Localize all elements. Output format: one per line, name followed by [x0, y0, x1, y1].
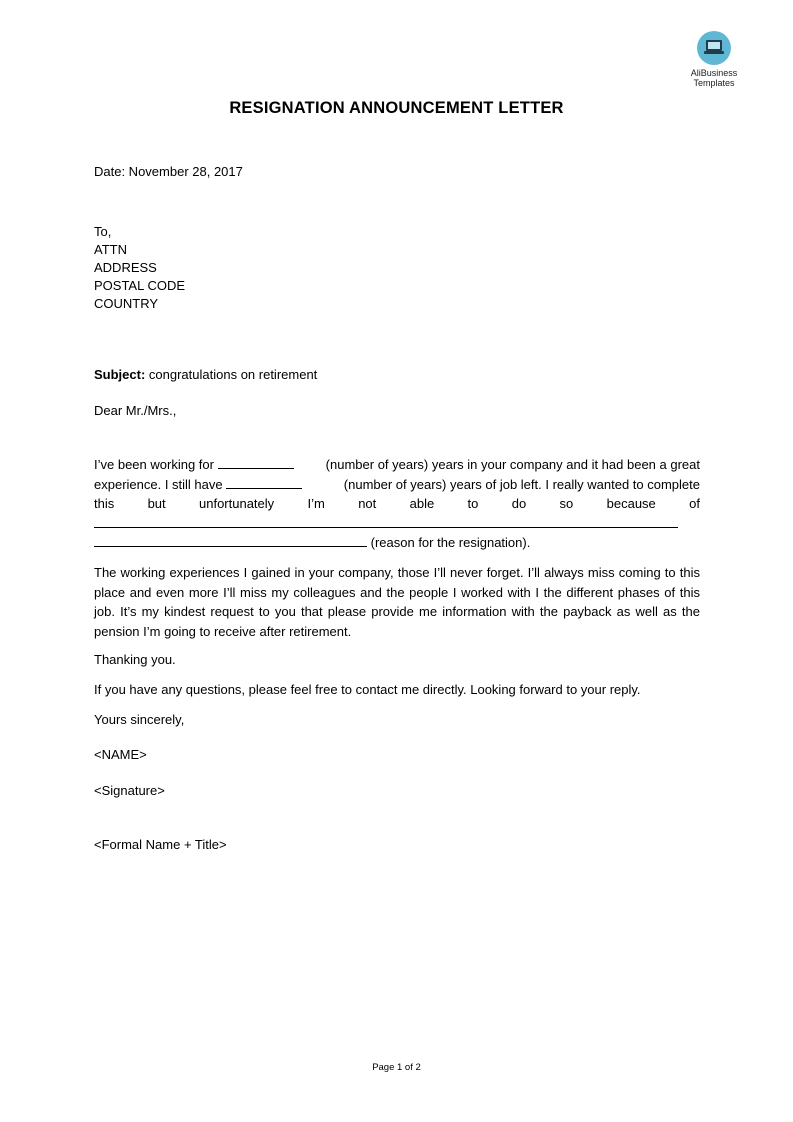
- paragraph-1-line-4: [94, 514, 700, 534]
- p1-word: this: [94, 496, 115, 511]
- paragraph-1-line-3: [94, 494, 700, 514]
- reason-blank-1: [94, 514, 678, 528]
- p1-text-c: experience. I still have: [94, 476, 223, 492]
- formal-name-placeholder: <Formal Name + Title>: [94, 837, 227, 852]
- years-left-blank: [226, 475, 302, 489]
- address-postal-code: POSTAL CODE: [94, 278, 186, 293]
- p1-word: unfortunately: [199, 496, 275, 511]
- paragraph-1: [94, 455, 700, 553]
- document-title: RESIGNATION ANNOUNCEMENT LETTER: [229, 99, 564, 117]
- p1-word: to: [467, 496, 479, 511]
- address-country: COUNTRY: [94, 296, 159, 311]
- subject-line: [94, 366, 317, 384]
- paragraph-1-line-5: [94, 533, 700, 553]
- p1-word: but: [147, 496, 166, 511]
- reason-blank-2: [94, 533, 367, 547]
- subject-label: Subject:: [94, 367, 146, 382]
- p1-word: do: [511, 496, 527, 511]
- closing: Yours sincerely,: [94, 712, 185, 727]
- brand-logo: [678, 31, 750, 88]
- address-attn: ATTN: [94, 242, 127, 257]
- address-to: To,: [94, 224, 112, 239]
- laptop-icon: [697, 31, 731, 65]
- years-worked-blank: [218, 455, 294, 469]
- date-line: Date: November 28, 2017: [94, 164, 243, 179]
- signature-placeholder: <Signature>: [94, 783, 165, 798]
- p1-text-b: (number of years) years in your company and it had been a great: [325, 457, 700, 472]
- paragraph-1-line-1: [94, 455, 700, 475]
- p1-word: so: [559, 496, 574, 511]
- p1-reason-text: (reason for the resignation).: [370, 535, 531, 550]
- p1-word: not: [358, 496, 377, 511]
- salutation: Dear Mr./Mrs.,: [94, 403, 177, 418]
- subject-text: congratulations on retirement: [145, 367, 318, 382]
- address-address: ADDRESS: [94, 260, 157, 275]
- p1-word: of: [689, 496, 700, 511]
- paragraph-2: The working experiences I gained in your company, those I’ll never forget. I’ll always miss coming to this place and even more I’ll miss my colleagues and the people I worked with I the different phases of this job. It’s my kindest request to you that please provide me information with the payback as well as the pension I’m going to receive after retirement.: [94, 565, 700, 639]
- p1-word: I’m: [307, 496, 325, 511]
- p1-word: because: [606, 496, 656, 511]
- p1-text-a: I’ve been working for: [94, 457, 214, 472]
- logo-text-line2: Templates: [693, 78, 735, 88]
- paragraph-4: If you have any questions, please feel free to contact me directly. Looking forward to your reply.: [94, 682, 641, 697]
- logo-text-line1: AliBusiness: [690, 68, 738, 78]
- paragraph-1-line-2: [94, 475, 700, 495]
- p1-word: able: [409, 496, 435, 511]
- paragraph-3: Thanking you.: [94, 652, 176, 667]
- page-number: Page 1 of 2: [372, 1062, 421, 1073]
- p1-text-d: (number of years) years of job left. I really wanted to complete: [343, 476, 700, 492]
- name-placeholder: <NAME>: [94, 747, 147, 762]
